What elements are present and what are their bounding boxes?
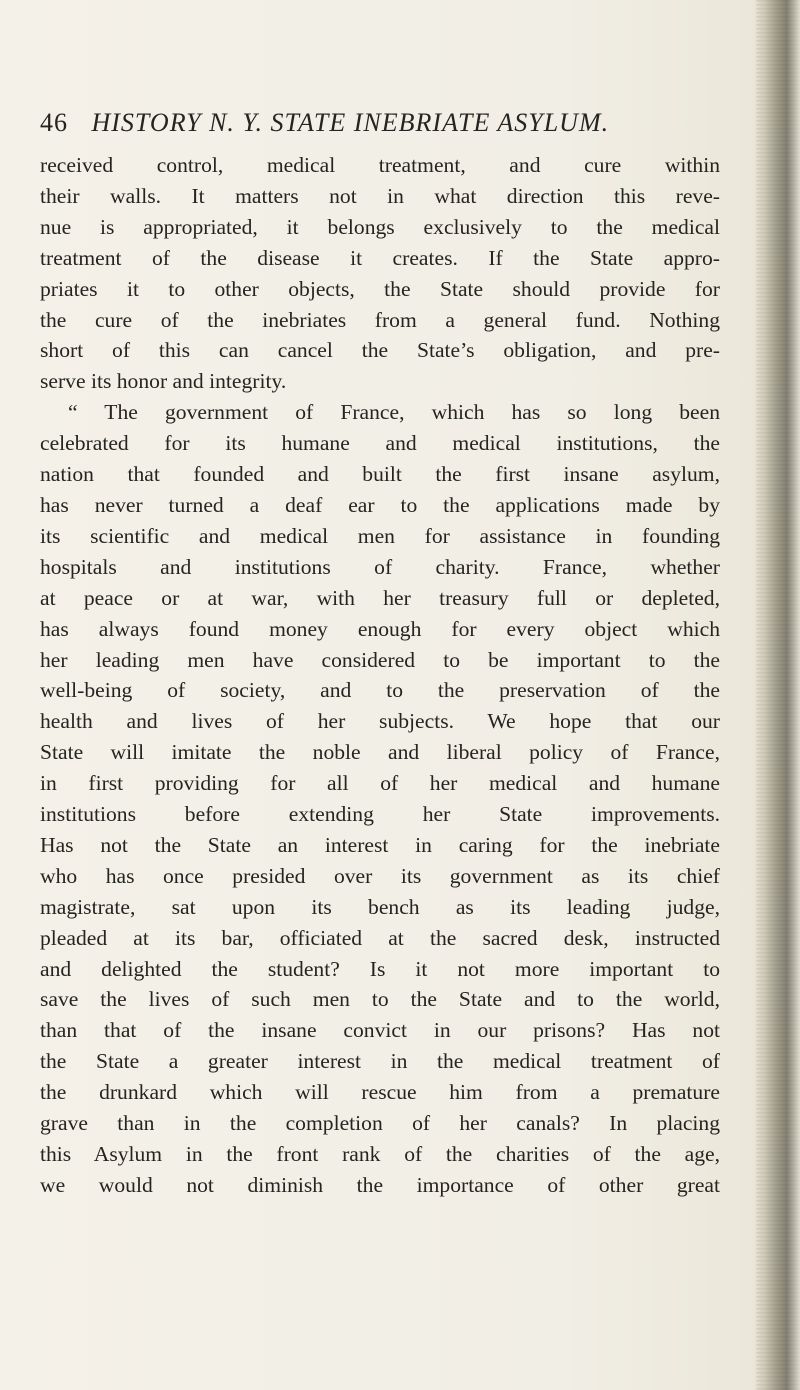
text-line: hospitals and institutions of charity. France, whether (40, 554, 720, 579)
text-line: magistrate, sat upon its bench as its leading judge, (40, 894, 720, 919)
text-line: pleaded at its bar, officiated at the sacred desk, instructed (40, 925, 720, 950)
text-line: the drunkard which will rescue him from a premature (40, 1080, 720, 1105)
text-line: institutions before extending her State improvements. (40, 802, 720, 827)
text-line: serve its honor and integrity. (40, 369, 287, 394)
text-line: this Asylum in the front rank of the charities of the age, (40, 1142, 720, 1166)
text-line: the State a greater interest in the medical treatment of (40, 1049, 720, 1074)
text-line: health and lives of her subjects. We hope that our (40, 709, 720, 734)
text-line: short of this can cancel the State’s obligation, and pre- (40, 338, 720, 363)
page-header (40, 108, 700, 144)
page-edge (756, 0, 800, 1390)
text-line: than that of the insane convict in our prisons? Has not (40, 1018, 720, 1043)
text-line: Has not the State an interest in caring for the inebriate (40, 832, 720, 857)
text-line: has never turned a deaf ear to the applications made by (40, 492, 720, 517)
page-number: 46 (40, 108, 68, 137)
running-head: HISTORY N. Y. STATE INEBRIATE ASYLUM. (91, 108, 610, 137)
text-line: their walls. It matters not in what direction this reve- (40, 183, 720, 208)
text-line: “ The government of France, which has so long been (68, 400, 720, 425)
text-line: well-being of society, and to the preservation of the (40, 678, 720, 703)
text-line: State will imitate the noble and liberal policy of France, (40, 740, 720, 765)
text-line: and delighted the student? Is it not more important to (40, 956, 720, 981)
text-line: at peace or at war, with her treasury full or depleted, (40, 585, 720, 610)
text-line: has always found money enough for every object which (40, 616, 720, 641)
text-line: received control, medical treatment, and cure within (40, 153, 720, 177)
text-line: we would not diminish the importance of other great (40, 1172, 720, 1197)
text-line: nation that founded and built the first insane asylum, (40, 462, 720, 487)
text-line: its scientific and medical men for assistance in founding (40, 523, 720, 548)
text-line: priates it to other objects, the State should provide for (40, 276, 720, 301)
text-line: celebrated for its humane and medical institutions, the (40, 431, 720, 456)
text-line: save the lives of such men to the State and to the world, (40, 987, 720, 1012)
body-text (40, 150, 720, 1201)
text-line: treatment of the disease it creates. If the State appro- (40, 245, 720, 270)
text-line: in first providing for all of her medical and humane (40, 771, 720, 796)
text-line: nue is appropriated, it belongs exclusively to the medical (40, 214, 720, 239)
text-line: who has once presided over its government as its chief (40, 863, 720, 888)
text-line: her leading men have considered to be important to the (40, 647, 720, 672)
text-line: the cure of the inebriates from a general fund. Nothing (40, 307, 720, 332)
text-line: grave than in the completion of her canals? In placing (40, 1111, 720, 1136)
